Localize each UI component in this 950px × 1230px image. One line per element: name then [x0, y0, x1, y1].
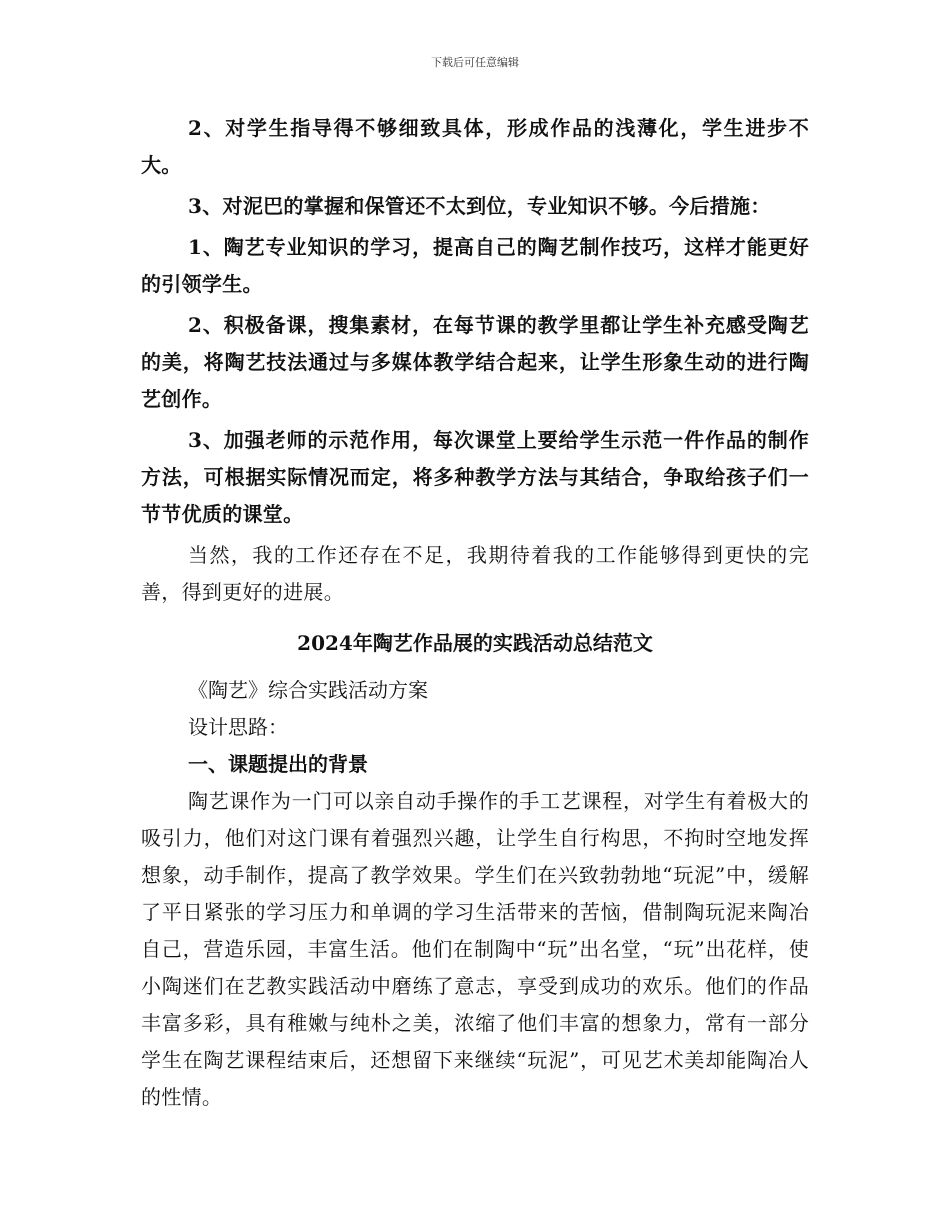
background-paragraph: 陶艺课作为一门可以亲自动手操作的手工艺课程，对学生有着极大的吸引力，他们对这门课有着强烈兴趣，让学生自行构思，不拘时空地发挥想象，动手制作，提高了教学效果。学生们在兴致勃勃地“玩泥”中，缓解了平日紧张的学习压力和单调的学习生活带来的苦恼，借制陶玩泥来陶冶自己，营造乐园，丰富生活。他们在制陶中“玩”出名堂，“玩”出花样，使小陶迷们在艺教实践活动中磨练了意志，享受到成功的欢乐。他们的作品丰富多彩，具有稚嫩与纯朴之美，浓缩了他们丰富的想象力，常有一部分学生在陶艺课程结束后，还想留下来继续“玩泥”，可见艺术美却能陶冶人的性情。	[141, 789, 809, 1109]
design-label: 设计思路：	[188, 715, 288, 739]
activity-plan-subtitle: 《陶艺》综合实践活动方案	[188, 678, 428, 702]
paragraph-measure-1: 1、陶艺专业知识的学习，提高自己的陶艺制作技巧，这样才能更好的引领学生。	[141, 235, 809, 296]
document-body	[141, 110, 809, 1116]
paragraph-problem-3: 3、对泥巴的掌握和保管还不太到位，专业知识不够。今后措施：	[188, 194, 771, 218]
section-title: 2024年陶艺作品展的实践活动总结范文	[297, 631, 653, 655]
paragraph-closing: 当然，我的工作还存在不足，我期待着我的工作能够得到更快的完善，得到更好的进展。	[141, 543, 809, 604]
page-header: 下载后可任意编辑	[431, 56, 519, 69]
background-heading: 一、课题提出的背景	[188, 752, 368, 776]
paragraph-measure-2: 2、积极备课，搜集素材，在每节课的教学里都让学生补充感受陶艺的美，将陶艺技法通过与多媒体教学结合起来，让学生形象生动的进行陶艺创作。	[141, 313, 809, 411]
paragraph-measure-3: 3、加强老师的示范作用，每次课堂上要给学生示范一件作品的制作方法，可根据实际情况而定，将多种教学方法与其结合，争取给孩子们一节节优质的课堂。	[141, 428, 809, 526]
paragraph-problem-2: 2、对学生指导得不够细致具体，形成作品的浅薄化，学生进步不大。	[141, 116, 809, 177]
